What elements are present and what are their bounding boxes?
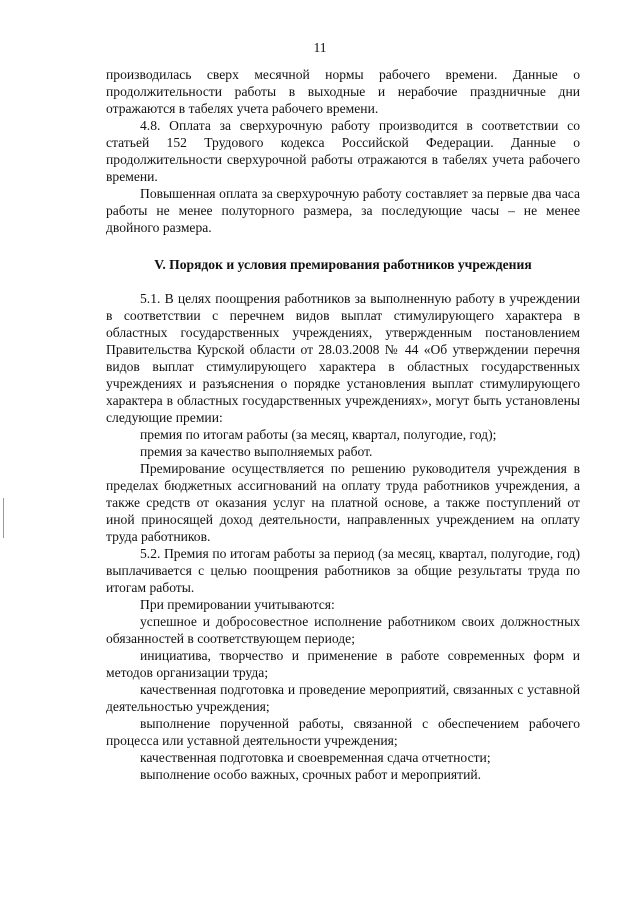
list-item: инициатива, творчество и применение в работе современных форм и методов организации труда; [106, 648, 580, 680]
paragraph: 5.2. Премия по итогам работы за период (за месяц, квартал, полугодие, год) выплачивается с целью поощрения работников за общие результаты труда по итогам работы. [106, 546, 580, 595]
document-body [106, 66, 580, 783]
paragraph: 5.1. В целях поощрения работников за выполненную работу в учреждении в соответствии с перечнем видов выплат стимулирующего характера в областных государственных учреждениях, утвержденным постановлением Правительства Курской области от 28.03.2008 № 44 «Об утверждении перечня видов выплат стимулирующего характера в областных государственных учреждениях и разъяснения о порядке установления выплат стимулирующего характера в областных государственных учреждениях», могут быть установлены следующие премии: [106, 291, 580, 425]
paragraph: При премировании учитываются: [140, 597, 335, 612]
paragraph: 4.8. Оплата за сверхурочную работу производится в соответствии со статьей 152 Трудового кодекса Российской Федерации. Данные о продолжительности сверхурочной работы отражаются в табелях учета рабочего времени. [106, 118, 580, 184]
list-item: выполнение порученной работы, связанной с обеспечением рабочего процесса или уставной деятельности учреждения; [106, 716, 580, 748]
page-number: 11 [313, 40, 327, 55]
paragraph: Премирование осуществляется по решению руководителя учреждения в пределах бюджетных ассигнований на оплату труда работников учреждения, а также средств от оказания услуг на платной основе, а также поступлений от иной приносящей доход деятельности, направленных учреждением на оплату труда работников. [106, 461, 580, 544]
section-title: V. Порядок и условия премирования работников учреждения [154, 257, 532, 272]
list-item: успешное и добросовестное исполнение работником своих должностных обязанностей в соответствующем периоде; [106, 614, 580, 646]
list-item: качественная подготовка и своевременная сдача отчетности; [140, 750, 491, 765]
paragraph: производилась сверх месячной нормы рабочего времени. Данные о продолжительности работы в выходные и нерабочие праздничные дни отражаются в табелях учета рабочего времени. [106, 67, 580, 116]
list-item: премия по итогам работы (за месяц, квартал, полугодие, год); [140, 427, 497, 442]
list-item: выполнение особо важных, срочных работ и мероприятий. [140, 767, 482, 782]
list-item: премия за качество выполняемых работ. [140, 444, 373, 459]
margin-mark [3, 498, 4, 538]
paragraph: Повышенная оплата за сверхурочную работу составляет за первые два часа работы не менее полуторного размера, за последующие часы – не менее двойного размера. [106, 186, 580, 235]
list-item: качественная подготовка и проведение мероприятий, связанных с уставной деятельностью учреждения; [106, 682, 580, 714]
